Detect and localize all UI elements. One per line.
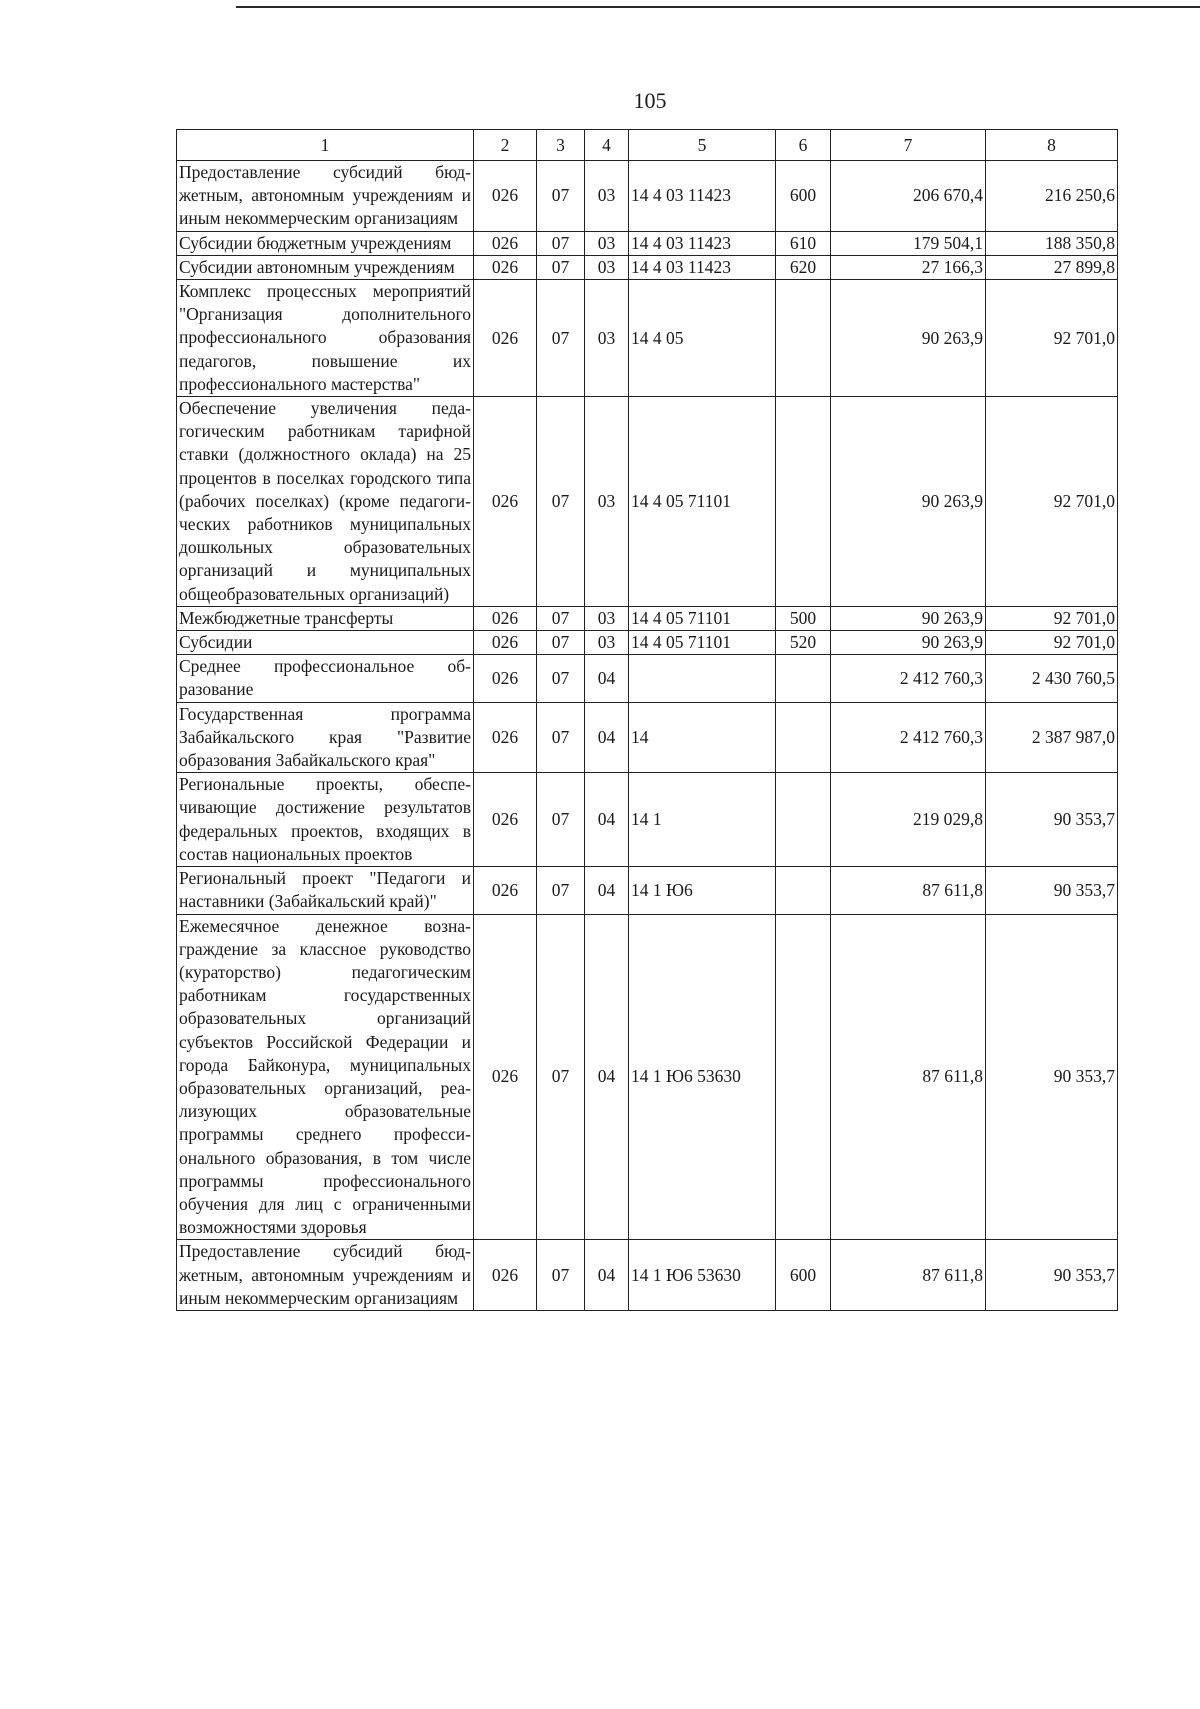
expense-type: 620 <box>776 255 831 279</box>
sum-col7: 90 263,9 <box>831 397 986 607</box>
item-name: Предоставление субсидий бюджетным, автономным учреждениям и иным некоммерческим организациям <box>177 1240 474 1311</box>
target-code: 14 4 03 11423 <box>629 231 776 255</box>
expense-type <box>776 914 831 1240</box>
item-name: Субсидии <box>177 631 474 655</box>
section-code: 07 <box>537 914 585 1240</box>
item-name: Региональный проект "Педагоги и наставники (Забайкальский край)" <box>177 867 474 914</box>
section-code: 07 <box>537 606 585 630</box>
target-code: 14 1 Ю6 53630 <box>629 1240 776 1311</box>
sum-col7: 2 412 760,3 <box>831 655 986 702</box>
ministry-code: 026 <box>474 161 537 232</box>
sum-col8: 2 387 987,0 <box>986 702 1118 773</box>
header-cell: 5 <box>629 130 776 161</box>
sum-col7: 219 029,8 <box>831 773 986 867</box>
target-code: 14 4 03 11423 <box>629 161 776 232</box>
table-row <box>177 280 1118 397</box>
expense-type: 610 <box>776 231 831 255</box>
sum-col8: 2 430 760,5 <box>986 655 1118 702</box>
section-code: 07 <box>537 867 585 914</box>
item-name: Межбюджетные трансферты <box>177 606 474 630</box>
sum-col8: 188 350,8 <box>986 231 1118 255</box>
subsection-code: 03 <box>585 280 629 397</box>
expense-type: 520 <box>776 631 831 655</box>
ministry-code: 026 <box>474 231 537 255</box>
target-code: 14 <box>629 702 776 773</box>
header-cell: 8 <box>986 130 1118 161</box>
sum-col8: 90 353,7 <box>986 773 1118 867</box>
expense-type <box>776 397 831 607</box>
header-cell: 3 <box>537 130 585 161</box>
item-name: Ежемесячное денежное вознаграждение за классное руководство (кураторство) педагогическим работникам государственных образовательных организаций субъектов Российской Федерации и города Байконура, муниципальных образовательных организаций, реализующих образовательные программы среднего профессионального образования, в том числе программы профессионального обучения для лиц с ограниченными возможностями здоровья <box>177 914 474 1240</box>
section-code: 07 <box>537 161 585 232</box>
section-code: 07 <box>537 655 585 702</box>
target-code: 14 4 05 71101 <box>629 631 776 655</box>
ministry-code: 026 <box>474 1240 537 1311</box>
target-code: 14 4 05 <box>629 280 776 397</box>
ministry-code: 026 <box>474 255 537 279</box>
subsection-code: 04 <box>585 702 629 773</box>
item-name: Комплекс процессных мероприятий "Организация дополнительного профессионального образования педагогов, повышение их профессионального мастерства" <box>177 280 474 397</box>
sum-col7: 90 263,9 <box>831 631 986 655</box>
table-row <box>177 606 1118 630</box>
sum-col8: 27 899,8 <box>986 255 1118 279</box>
expense-type <box>776 773 831 867</box>
table-row <box>177 773 1118 867</box>
section-code: 07 <box>537 702 585 773</box>
ministry-code: 026 <box>474 397 537 607</box>
sum-col8: 90 353,7 <box>986 867 1118 914</box>
section-code: 07 <box>537 255 585 279</box>
section-code: 07 <box>537 773 585 867</box>
subsection-code: 03 <box>585 255 629 279</box>
sum-col7: 90 263,9 <box>831 606 986 630</box>
target-code: 14 4 03 11423 <box>629 255 776 279</box>
subsection-code: 03 <box>585 606 629 630</box>
header-cell: 7 <box>831 130 986 161</box>
table-row <box>177 231 1118 255</box>
expense-type <box>776 655 831 702</box>
ministry-code: 026 <box>474 702 537 773</box>
header-cell: 1 <box>177 130 474 161</box>
sum-col8: 90 353,7 <box>986 914 1118 1240</box>
sum-col8: 90 353,7 <box>986 1240 1118 1311</box>
table-row <box>177 867 1118 914</box>
sum-col7: 27 166,3 <box>831 255 986 279</box>
item-name: Субсидии автономным учреждениям <box>177 255 474 279</box>
item-name: Обеспечение увеличения педагогическим работникам тарифной ставки (должностного оклада) на 25 процентов в поселках городского типа (рабочих поселках) (кроме педагогических работников муниципальных дошкольных образовательных организаций и муниципальных общеобразовательных организаций) <box>177 397 474 607</box>
ministry-code: 026 <box>474 914 537 1240</box>
item-name: Предоставление субсидий бюджетным, автономным учреждениям и иным некоммерческим организациям <box>177 161 474 232</box>
ministry-code: 026 <box>474 280 537 397</box>
sum-col7: 90 263,9 <box>831 280 986 397</box>
ministry-code: 026 <box>474 867 537 914</box>
ministry-code: 026 <box>474 773 537 867</box>
section-code: 07 <box>537 1240 585 1311</box>
subsection-code: 03 <box>585 397 629 607</box>
section-code: 07 <box>537 397 585 607</box>
ministry-code: 026 <box>474 631 537 655</box>
table-body <box>177 161 1118 1311</box>
sum-col7: 179 504,1 <box>831 231 986 255</box>
sum-col7: 2 412 760,3 <box>831 702 986 773</box>
item-name: Государственная программа Забайкальского края "Развитие образования Забайкальского края" <box>177 702 474 773</box>
target-code: 14 4 05 71101 <box>629 397 776 607</box>
subsection-code: 04 <box>585 773 629 867</box>
subsection-code: 04 <box>585 867 629 914</box>
table-row <box>177 397 1118 607</box>
budget-table <box>176 129 1118 1311</box>
section-code: 07 <box>537 280 585 397</box>
subsection-code: 04 <box>585 914 629 1240</box>
header-cell: 2 <box>474 130 537 161</box>
sum-col7: 87 611,8 <box>831 867 986 914</box>
table-row <box>177 702 1118 773</box>
sum-col7: 87 611,8 <box>831 1240 986 1311</box>
target-code: 14 1 Ю6 53630 <box>629 914 776 1240</box>
sum-col8: 92 701,0 <box>986 397 1118 607</box>
ministry-code: 026 <box>474 606 537 630</box>
table-row <box>177 1240 1118 1311</box>
table-row <box>177 914 1118 1240</box>
sum-col7: 87 611,8 <box>831 914 986 1240</box>
subsection-code: 03 <box>585 631 629 655</box>
table-row <box>177 655 1118 702</box>
header-row <box>177 130 1118 161</box>
item-name: Региональные проекты, обеспечивающие достижение результатов федеральных проектов, входящих в состав национальных проектов <box>177 773 474 867</box>
page-number: 105 <box>633 88 667 113</box>
table-row <box>177 631 1118 655</box>
section-code: 07 <box>537 231 585 255</box>
target-code: 14 4 05 71101 <box>629 606 776 630</box>
subsection-code: 03 <box>585 161 629 232</box>
subsection-code: 04 <box>585 655 629 702</box>
table-row <box>177 161 1118 232</box>
target-code <box>629 655 776 702</box>
header-cell: 6 <box>776 130 831 161</box>
target-code: 14 1 Ю6 <box>629 867 776 914</box>
expense-type: 500 <box>776 606 831 630</box>
sum-col7: 206 670,4 <box>831 161 986 232</box>
top-rule <box>236 6 1200 8</box>
expense-type <box>776 867 831 914</box>
item-name: Среднее профессиональное образование <box>177 655 474 702</box>
ministry-code: 026 <box>474 655 537 702</box>
section-code: 07 <box>537 631 585 655</box>
sum-col8: 92 701,0 <box>986 280 1118 397</box>
expense-type <box>776 702 831 773</box>
sum-col8: 92 701,0 <box>986 631 1118 655</box>
header-cell: 4 <box>585 130 629 161</box>
item-name: Субсидии бюджетным учреждениям <box>177 231 474 255</box>
expense-type <box>776 280 831 397</box>
target-code: 14 1 <box>629 773 776 867</box>
expense-type: 600 <box>776 161 831 232</box>
sum-col8: 92 701,0 <box>986 606 1118 630</box>
expense-type: 600 <box>776 1240 831 1311</box>
table-row <box>177 255 1118 279</box>
sum-col8: 216 250,6 <box>986 161 1118 232</box>
subsection-code: 04 <box>585 1240 629 1311</box>
subsection-code: 03 <box>585 231 629 255</box>
